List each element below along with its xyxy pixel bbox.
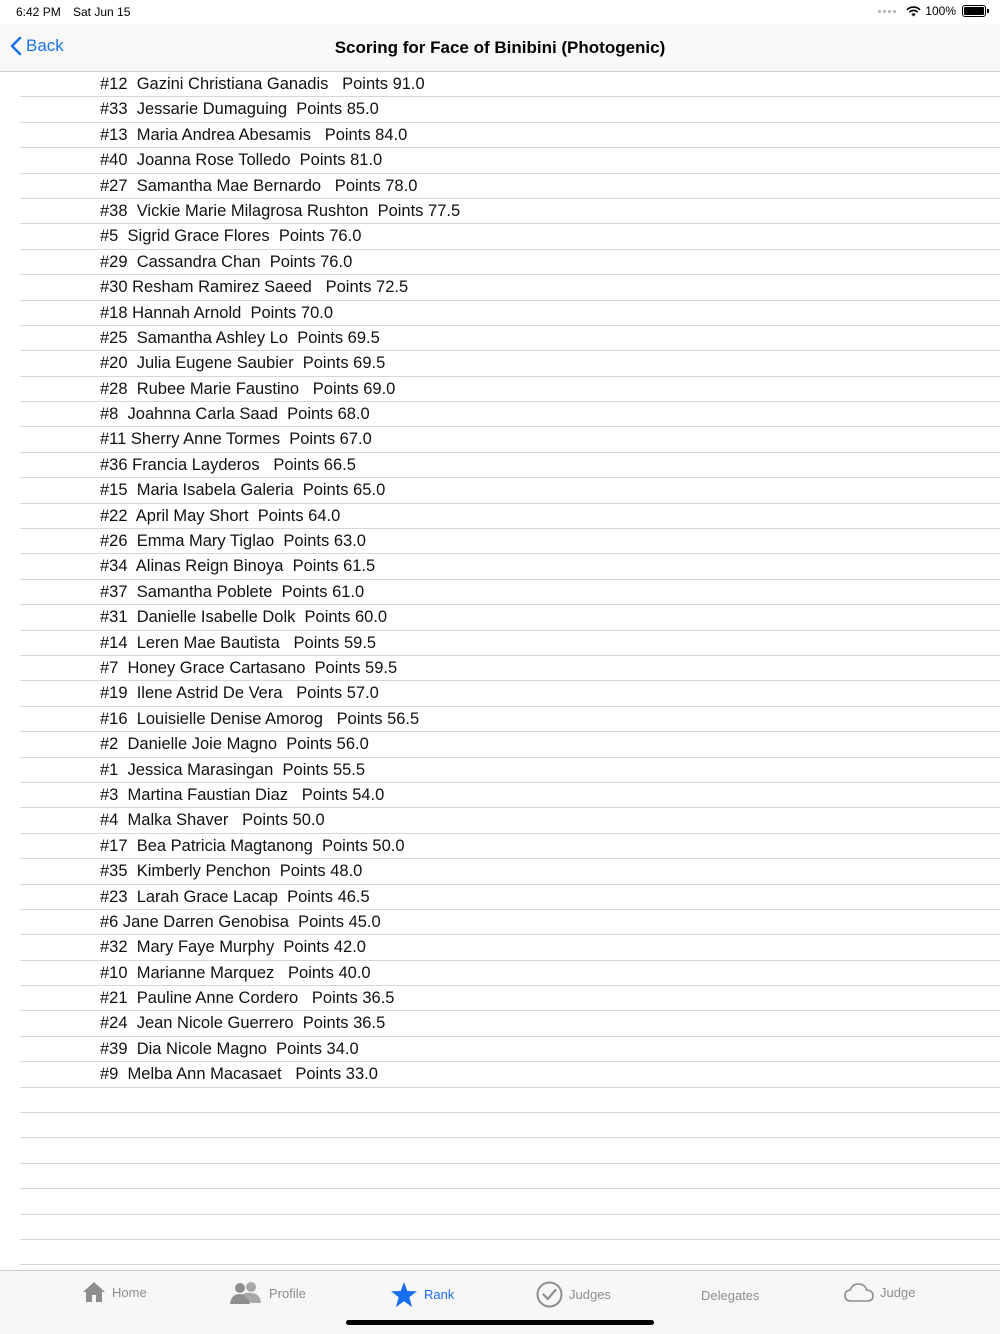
row-text: #24 Jean Nicole Guerrero Points 36.5 [100,1014,386,1033]
row-text: #3 Martina Faustian Diaz Points 54.0 [100,785,385,804]
tab-home[interactable] [82,1281,147,1303]
row-text: #27 Samantha Mae Bernardo Points 78.0 [100,176,418,195]
row-text: #36 Francia Layderos Points 66.5 [100,455,356,474]
row-text: #38 Vickie Marie Milagrosa Rushton Points 77.5 [100,201,461,220]
table-row[interactable] [20,478,1000,503]
status-right [878,4,986,18]
table-row[interactable] [20,377,1000,402]
table-row[interactable] [20,250,1000,275]
page-title: Scoring for Face of Binibini (Photogenic) [334,38,666,57]
table-row[interactable] [20,1037,1000,1062]
home-icon [82,1281,106,1303]
tab-delegates[interactable] [701,1288,760,1303]
back-label: Back [26,36,64,55]
row-text: #7 Honey Grace Cartasano Points 59.5 [100,658,398,677]
rank-list [20,72,1000,1291]
table-row[interactable] [20,631,1000,656]
table-row[interactable] [20,707,1000,732]
table-row[interactable] [20,72,1000,97]
table-row[interactable] [20,529,1000,554]
table-row[interactable] [20,275,1000,300]
row-text: #32 Mary Faye Murphy Points 42.0 [100,938,366,957]
row-text: #8 Joahnna Carla Saad Points 68.0 [100,405,370,424]
row-text: #12 Gazini Christiana Ganadis Points 91.0 [100,75,425,93]
row-text: #11 Sherry Anne Tormes Points 67.0 [100,430,372,449]
row-text: #33 Jessarie Dumaguing Points 85.0 [100,100,379,119]
table-row[interactable] [20,681,1000,706]
empty-row [20,1088,1000,1113]
row-text: #6 Jane Darren Genobisa Points 45.0 [100,912,381,931]
wifi-icon [906,6,921,17]
empty-row [20,1138,1000,1163]
empty-row [20,1113,1000,1138]
row-text: #4 Malka Shaver Points 50.0 [100,811,325,830]
row-text: #30 Resham Ramirez Saeed Points 72.5 [100,278,409,297]
table-row[interactable] [20,605,1000,630]
empty-row [20,1189,1000,1214]
row-text: #34 Alinas Reign Binoya Points 61.5 [100,557,376,576]
table-row[interactable] [20,199,1000,224]
table-row[interactable] [20,453,1000,478]
status-bar [0,0,1000,24]
table-row[interactable] [20,656,1000,681]
table-row[interactable] [20,97,1000,122]
row-text: #13 Maria Andrea Abesamis Points 84.0 [100,125,408,144]
nav-bar [0,24,1000,72]
tab-judge[interactable] [844,1281,915,1303]
table-row[interactable] [20,910,1000,935]
row-text: #23 Larah Grace Lacap Points 46.5 [100,887,370,906]
row-text: #29 Cassandra Chan Points 76.0 [100,252,353,271]
table-row[interactable] [20,732,1000,757]
tab-judges[interactable] [536,1281,611,1308]
empty-row [20,1164,1000,1189]
table-row[interactable] [20,1011,1000,1036]
row-text: #40 Joanna Rose Tolledo Points 81.0 [100,151,383,170]
row-text: #15 Maria Isabela Galeria Points 65.0 [100,481,386,500]
table-row[interactable] [20,986,1000,1011]
table-row[interactable] [20,808,1000,833]
tab-home-label: Home [112,1284,147,1300]
row-text: #18 Hannah Arnold Points 70.0 [100,303,334,322]
tab-profile[interactable] [229,1281,306,1305]
row-text: #31 Danielle Isabelle Dolk Points 60.0 [100,608,388,627]
signal-icon [878,10,896,13]
table-row[interactable] [20,351,1000,376]
row-text: #37 Samantha Poblete Points 61.0 [100,582,365,601]
row-text: #5 Sigrid Grace Flores Points 76.0 [100,227,362,246]
tab-judge-label: Judge [880,1284,916,1300]
table-row[interactable] [20,783,1000,808]
tab-rank-label: Rank [424,1287,455,1302]
table-row[interactable] [20,885,1000,910]
cloud-icon [844,1281,874,1303]
tab-judges-label: Judges [569,1287,611,1302]
table-row[interactable] [20,123,1000,148]
tab-delegates-label: Delegates [701,1288,760,1303]
table-row[interactable] [20,834,1000,859]
tab-rank[interactable] [390,1281,454,1308]
table-row[interactable] [20,326,1000,351]
row-text: #16 Louisielle Denise Amorog Points 56.5 [100,709,420,728]
row-text: #35 Kimberly Penchon Points 48.0 [100,862,363,881]
table-row[interactable] [20,1062,1000,1087]
row-text: #22 April May Short Points 64.0 [100,506,341,525]
home-indicator [346,1320,654,1325]
row-text: #26 Emma Mary Tiglao Points 63.0 [100,532,366,551]
table-row[interactable] [20,935,1000,960]
row-text: #28 Rubee Marie Faustino Points 69.0 [100,379,396,398]
row-text: #9 Melba Ann Macasaet Points 33.0 [100,1065,378,1084]
tab-profile-label: Profile [269,1285,306,1301]
battery-percent: 100% [925,4,956,18]
status-date: Sat Jun 15 [73,5,131,19]
table-row[interactable] [20,758,1000,783]
row-text: #39 Dia Nicole Magno Points 34.0 [100,1039,359,1058]
table-row[interactable] [20,554,1000,579]
row-text: #20 Julia Eugene Saubier Points 69.5 [100,354,386,373]
profile-icon [229,1281,263,1305]
row-text: #14 Leren Mae Bautista Points 59.5 [100,633,377,652]
battery-icon [962,5,986,17]
checkmark-circle-icon [536,1281,563,1308]
table-row[interactable] [20,580,1000,605]
row-text: #10 Marianne Marquez Points 40.0 [100,963,371,982]
empty-row [20,1240,1000,1265]
table-row[interactable] [20,504,1000,529]
table-row[interactable] [20,148,1000,173]
table-row[interactable] [20,859,1000,884]
row-text: #17 Bea Patricia Magtanong Points 50.0 [100,836,405,855]
empty-row [20,1215,1000,1240]
table-row[interactable] [20,174,1000,199]
row-text: #19 Ilene Astrid De Vera Points 57.0 [100,684,379,703]
row-text: #2 Danielle Joie Magno Points 56.0 [100,735,369,754]
row-text: #25 Samantha Ashley Lo Points 69.5 [100,328,380,347]
row-text: #21 Pauline Anne Cordero Points 36.5 [100,989,395,1008]
table-row[interactable] [20,427,1000,452]
status-time: 6:42 PM [16,5,61,19]
row-text: #1 Jessica Marasingan Points 55.5 [100,760,366,779]
star-icon [390,1281,418,1308]
table-row[interactable] [20,224,1000,249]
table-row[interactable] [20,301,1000,326]
table-row[interactable] [20,402,1000,427]
table-row[interactable] [20,961,1000,986]
